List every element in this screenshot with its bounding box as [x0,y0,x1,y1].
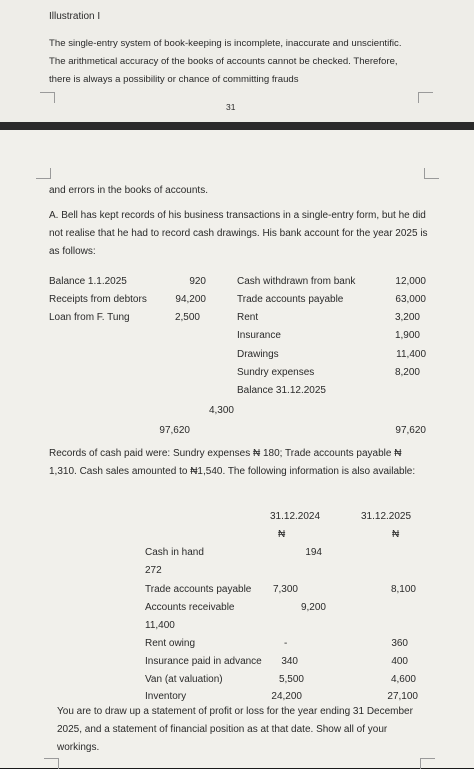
info-row-value-2024: 340 [281,656,298,667]
bank-debit-amount: 94,200 [175,294,206,305]
total-credit: 97,620 [395,425,426,436]
page-corner-mark [44,758,59,769]
info-row-value-2025: 11,400 [145,620,175,631]
bank-debit-label: Receipts from debtors [49,294,147,305]
page-top [0,0,474,122]
page-main [0,130,474,768]
bank-credit-label: Drawings [237,349,279,360]
info-row-value-2024: 24,200 [271,691,302,702]
info-row-value-2025: 360 [391,638,408,649]
info-row-label: Trade accounts payable [145,584,252,595]
page-corner-mark [36,168,51,179]
bank-credit-amount: 11,400 [396,349,426,360]
info-row-label: Inventory [145,691,187,702]
info-row-value-2025: 400 [391,656,408,667]
page-corner-mark [424,168,439,179]
info-row-value-2025: 4,600 [390,674,416,685]
info-row-value-2024: 5,500 [278,674,304,685]
info-row-value-2024: - [284,638,288,649]
info-row-value-2024: 7,300 [272,584,298,595]
page-number: 31 [226,102,236,112]
continuation-text: and errors in the books of accounts. [49,185,208,196]
bank-credit-label: Rent [237,312,259,323]
total-debit: 97,620 [159,425,190,436]
info-row-label: Accounts receivable [145,602,235,613]
bank-credit-label: Insurance [237,330,281,341]
page-corner-mark [40,92,55,103]
illustration-heading: Illustration I [49,11,101,22]
bank-debit-amount: 2,500 [174,312,200,323]
bank-credit-amount: 8,200 [394,367,420,378]
info-row-label: Insurance paid in advance [145,656,262,667]
balance-carried-down: 4,300 [208,405,234,416]
question-intro: A. Bell has kept records of his business transactions in a single-entry form, but he did not realise that he had to record cash drawings. His bank account for the year 2025 is as follows: [49,210,428,257]
page-divider [0,122,474,130]
info-row-label: Van (at valuation) [145,674,223,685]
info-row-value-2025: 272 [145,565,162,576]
bank-credit-label: Balance 31.12.2025 [237,385,326,396]
info-row-value-2024: 194 [305,547,322,558]
bank-credit-label: Cash withdrawn from bank [237,276,356,287]
bank-credit-amount: 1,900 [394,330,420,341]
bank-debit-label: Loan from F. Tung [49,312,130,323]
column-header: 31.12.2025 [361,511,412,522]
bank-credit-amount: 63,000 [395,294,426,305]
cash-paid-paragraph: Records of cash paid were: Sundry expenses ₦ 180; Trade accounts payable ₦ 1,310. Cash sales amounted to ₦1,540. The following information is also available: [49,448,416,477]
bank-debit-label: Balance 1.1.2025 [49,276,127,287]
bank-credit-amount: 3,200 [394,312,420,323]
bank-credit-label: Trade accounts payable [237,294,344,305]
instruction-paragraph: You are to draw up a statement of profit or loss for the year ending 31 December 2025, and a statement of financial position as at that date. Show all of your workings. [57,706,413,753]
page-corner-mark [418,92,433,103]
bank-debit-amount: 920 [189,276,206,287]
info-row-label: Cash in hand [145,547,204,558]
info-row-value-2024: 9,200 [300,602,326,613]
info-row-value-2025: 8,100 [390,584,416,595]
column-header: 31.12.2024 [270,511,321,522]
info-row-label: Rent owing [145,638,196,649]
info-row-value-2025: 27,100 [387,691,418,702]
currency-symbol: ₦ [392,529,400,540]
intro-paragraph: The single-entry system of book-keeping is incomplete, inaccurate and unscientific. The arithmetical accuracy of the books of accounts cannot be checked. Therefore, there is always a possibility or chance of committing frauds [49,38,402,85]
bank-credit-amount: 12,000 [395,276,426,287]
page-corner-mark [420,758,435,769]
bank-credit-label: Sundry expenses [237,367,315,378]
currency-symbol: ₦ [278,529,286,540]
